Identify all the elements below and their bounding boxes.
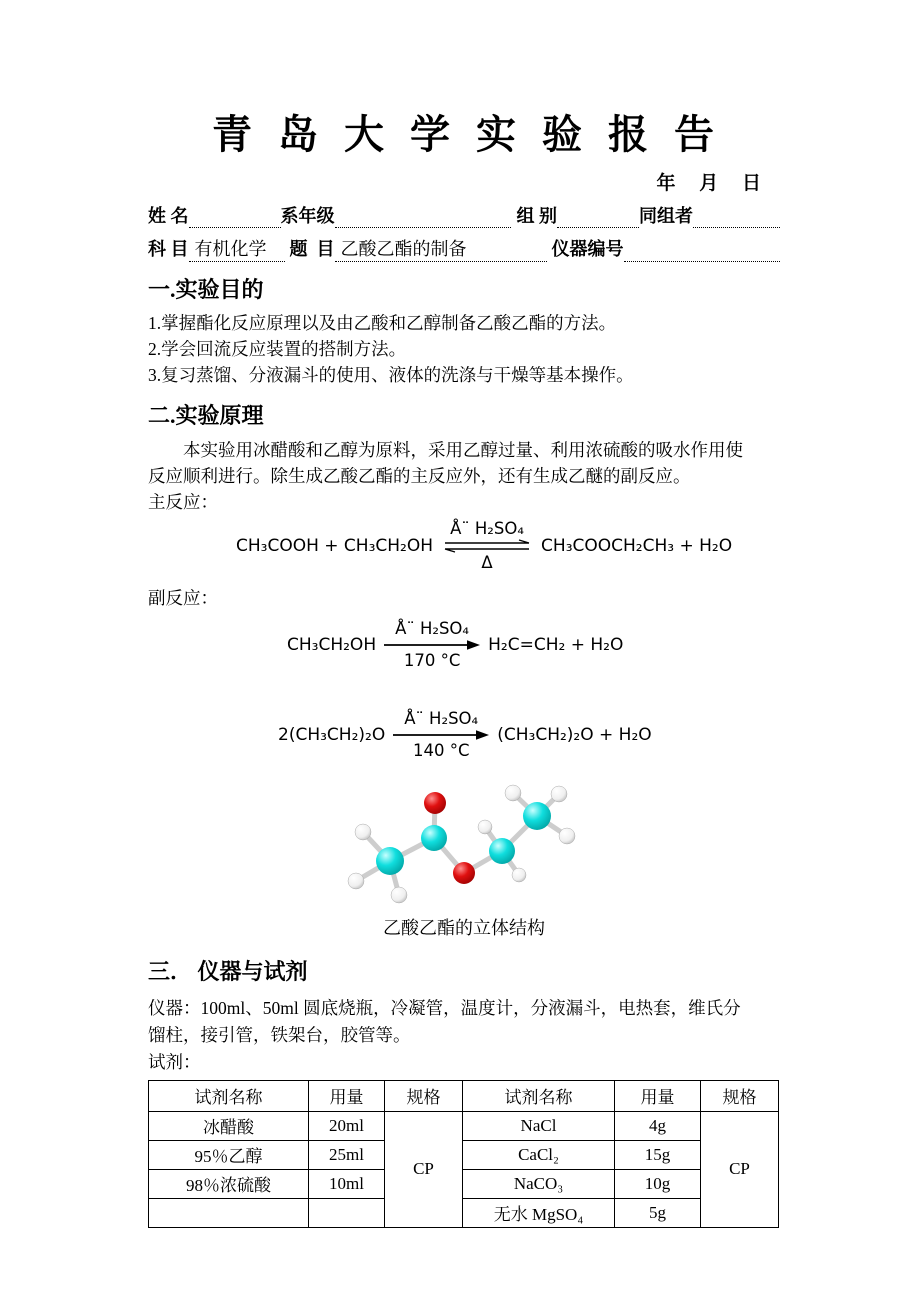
main-reaction-label: 主反应： (148, 491, 218, 512)
condition-below-text: 140 °C (412, 740, 470, 760)
partner-blank-field[interactable] (693, 207, 780, 229)
table-header-row (149, 1080, 779, 1111)
right-arrow-icon (384, 639, 480, 651)
spec-cell: CP (701, 1111, 779, 1227)
grade-blank-field[interactable] (335, 207, 511, 229)
reaction-condition-block (384, 619, 480, 671)
condition-above-text: Å¨ H₂SO₄ (395, 618, 470, 638)
condition-below-text: 170 °C (403, 650, 461, 670)
side-reaction-label: 副反应： (148, 587, 218, 608)
principle-paragraph-line: 反应顺利进行。除生成乙酸乙酯的主反应外，还有生成乙醚的副反应。 (148, 465, 691, 486)
group-label: 组 别 (516, 206, 557, 226)
topic-value[interactable]: 乙酸乙酯的制备 (335, 238, 547, 261)
column-header: 用量 (309, 1080, 385, 1111)
reactants-text: 2(CH₃CH₂)₂O (278, 724, 386, 745)
reagent-amount-cell: 10ml (309, 1169, 385, 1198)
reagent-amount-cell: 5g (615, 1198, 701, 1227)
principle-paragraph-line: 本实验用冰醋酸和乙醇为原料，采用乙醇过量、利用浓硫酸的吸水作用使 (148, 439, 743, 460)
condition-above-text: Å¨ H₂SO₄ (450, 518, 524, 538)
reagent-amount-cell: 25ml (309, 1140, 385, 1169)
reagent-amount-cell: 10g (615, 1169, 701, 1198)
column-header: 试剂名称 (149, 1080, 309, 1111)
partner-label: 同组者 (639, 206, 693, 226)
purpose-item: 1.掌握酯化反应原理以及由乙酸和乙醇制备乙酸乙酯的方法。 (148, 313, 617, 334)
reagent-name-cell: 无水 MgSO₄ (463, 1198, 615, 1227)
form-row-1 (148, 205, 780, 228)
condition-above-text: Å¨ H₂SO₄ (404, 708, 479, 728)
main-reaction-equation (236, 519, 780, 573)
column-header: 规格 (701, 1080, 779, 1111)
subject-label: 科 目 (148, 239, 189, 260)
date-line: 年 月 日 (656, 173, 780, 194)
column-header: 规格 (385, 1080, 463, 1111)
products-text: H₂C=CH₂ + H₂O (488, 634, 624, 655)
reagents-label: 试剂： (148, 1051, 201, 1072)
reagent-name-cell: NaCO₃ (463, 1169, 615, 1198)
reactants-text: CH₃COOH + CH₃CH₂OH (236, 535, 434, 556)
subject-value[interactable]: 有机化学 (189, 238, 285, 261)
reagent-amount-cell: 15g (615, 1140, 701, 1169)
section-heading-purpose: 一.实验目的 (148, 276, 264, 302)
topic-label: 题 目 (289, 239, 335, 260)
column-header: 试剂名称 (463, 1080, 615, 1111)
table-row (149, 1140, 779, 1169)
form-row-2 (148, 238, 780, 261)
grade-label: 系年级 (280, 206, 335, 226)
table-row (149, 1169, 779, 1198)
right-arrow-icon (393, 729, 489, 741)
molecule-atoms (348, 785, 575, 903)
table-row (149, 1111, 779, 1140)
reagent-amount-cell (309, 1198, 385, 1227)
reagent-amount-cell: 20ml (309, 1111, 385, 1140)
reagent-name-cell (149, 1198, 309, 1227)
purpose-item: 2.学会回流反应装置的搭制方法。 (148, 339, 407, 360)
name-label: 姓 名 (148, 206, 189, 226)
reagent-name-cell: 95％乙醇 (149, 1140, 309, 1169)
reagents-table (148, 1080, 779, 1228)
ethyl-acetate-3d-model-image (344, 783, 584, 909)
section-heading-principle: 二.实验原理 (148, 403, 264, 429)
reactants-text: CH₃CH₂OH (287, 634, 377, 655)
column-header: 用量 (615, 1080, 701, 1111)
side-reaction-2-equation (278, 709, 780, 761)
page-title: 青 岛 大 学 实 验 报 告 (212, 112, 716, 157)
reagent-name-cell: 冰醋酸 (149, 1111, 309, 1140)
molecule-caption: 乙酸乙酯的立体结构 (383, 917, 545, 938)
reagent-name-cell: NaCl (463, 1111, 615, 1140)
spec-cell: CP (385, 1111, 463, 1227)
table-row (149, 1198, 779, 1227)
equilibrium-arrow-icon (441, 539, 533, 553)
products-text: (CH₃CH₂)₂O + H₂O (497, 724, 652, 745)
products-text: CH₃COOCH₂CH₃ + H₂O (541, 535, 733, 556)
molecule-figure (148, 783, 780, 940)
condition-below-text: Δ (481, 552, 493, 572)
reaction-condition-block (441, 519, 533, 573)
reagent-name-cell: CaCl₂ (463, 1140, 615, 1169)
purpose-item: 3.复习蒸馏、分液漏斗的使用、液体的洗涤与干燥等基本操作。 (148, 365, 634, 386)
name-blank-field[interactable] (189, 207, 281, 229)
side-reaction-1-equation (287, 619, 780, 671)
reagent-name-cell: 98％浓硫酸 (149, 1169, 309, 1198)
instruments-text-line: 仪器：100ml、50ml 圆底烧瓶，冷凝管，温度计，分液漏斗，电热套，维氏分 (148, 997, 741, 1018)
device-number-blank-field[interactable] (624, 240, 781, 262)
reagent-amount-cell: 4g (615, 1111, 701, 1140)
instruments-text-line: 馏柱，接引管，铁架台，胶管等。 (148, 1024, 411, 1045)
group-blank-field[interactable] (557, 207, 639, 229)
device-number-label: 仪器编号 (551, 239, 624, 260)
section-heading-equipment: 三． 仪器与试剂 (148, 958, 308, 984)
reaction-condition-block (393, 709, 489, 761)
